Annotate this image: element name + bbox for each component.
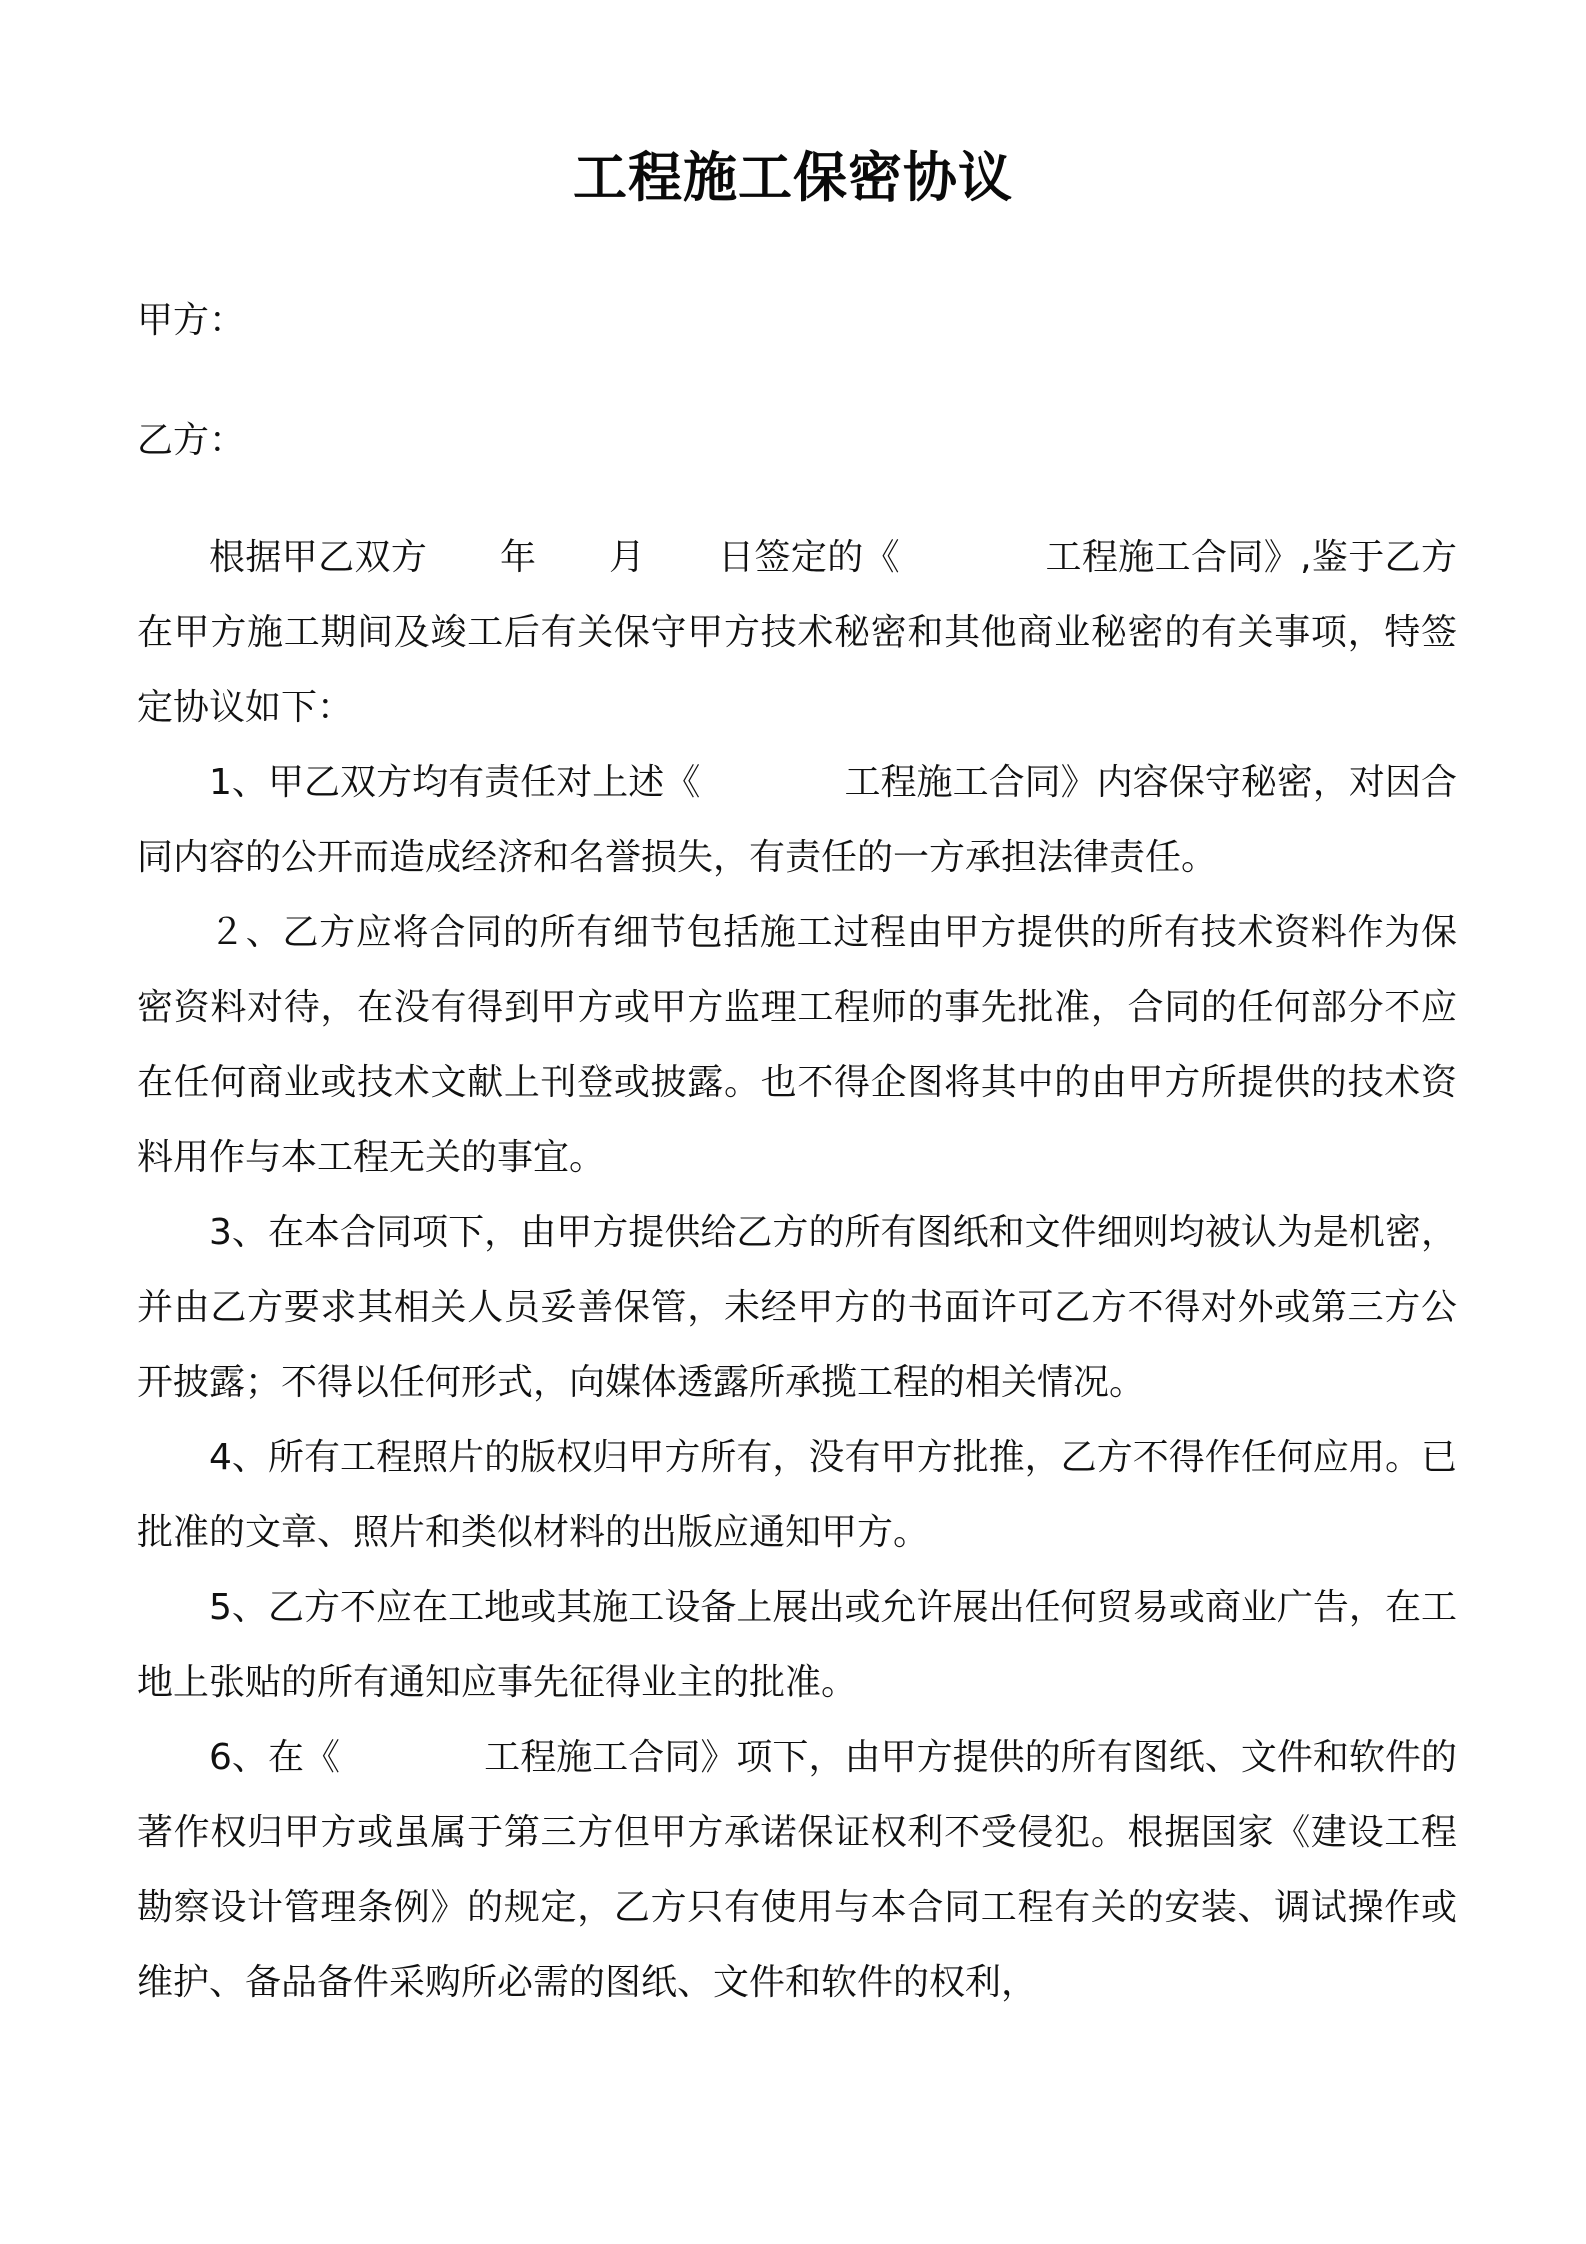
party-a-label: 甲方： (137, 300, 246, 341)
intro-paragraph: 根据甲乙双方 年 月 日签定的《 工程施工合同》,鉴于乙方在甲方施工期间及竣工后有关保守甲方技术秘密和其他商业秘密的有关事项，特签定协议如下： (137, 537, 1457, 728)
clause-2: ２、乙方应将合同的所有细节包括施工过程由甲方提供的所有技术资料作为保密资料对待，在没有得到甲方或甲方监理工程师的事先批准，合同的任何部分不应在任何商业或技术文献上刊登或披露。也不得企图将其中的由甲方所提供的技术资料用作与本工程无关的事宜。 (137, 912, 1457, 1178)
clause-6: 6、在《 工程施工合同》项下，由甲方提供的所有图纸、文件和软件的著作权归甲方或虽属于第三方但甲方承诺保证权利不受侵犯。根据国家《建设工程勘察设计管理条例》的规定，乙方只有使用与本合同工程有关的安装、调试操作或维护、备品备件采购所必需的图纸、文件和软件的权利， (137, 1737, 1457, 2003)
clause-4: 4、所有工程照片的版权归甲方所有，没有甲方批推，乙方不得作任何应用。已批准的文章、照片和类似材料的出版应通知甲方。 (137, 1437, 1457, 1553)
clause-5: 5、乙方不应在工地或其施工设备上展出或允许展出任何贸易或商业广告，在工地上张贴的所有通知应事先征得业主的批准。 (137, 1587, 1457, 1703)
agreement-body (137, 520, 1457, 2020)
document-title: 工程施工保密协议 (573, 146, 1013, 209)
party-b-label: 乙方： (137, 420, 246, 461)
clause-3: 3、在本合同项下，由甲方提供给乙方的所有图纸和文件细则均被认为是机密，并由乙方要求其相关人员妥善保管，未经甲方的书面许可乙方不得对外或第三方公开披露；不得以任何形式，向媒体透露所承揽工程的相关情况。 (137, 1212, 1457, 1403)
clause-1: 1、甲乙双方均有责任对上述《 工程施工合同》内容保守秘密，对因合同内容的公开而造成经济和名誉损失，有责任的一方承担法律责任。 (137, 762, 1457, 878)
